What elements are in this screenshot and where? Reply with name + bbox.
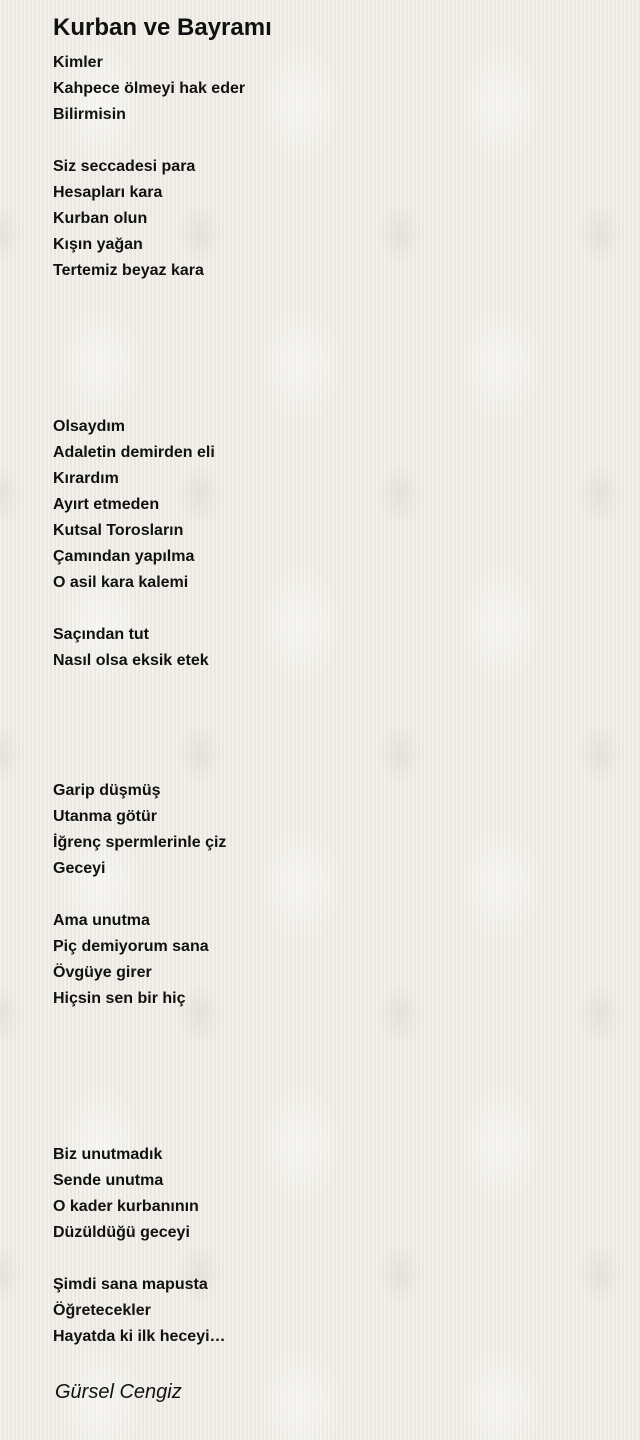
poem-blank-line: [53, 1116, 613, 1142]
poem-line: Biz unutmadık: [53, 1146, 163, 1163]
poem-blank-line: [53, 1012, 613, 1038]
poem-line: İğrenç spermlerinle çiz: [53, 834, 227, 851]
poem-blank-line: [53, 1090, 613, 1116]
poem-line: Garip düşmüş: [53, 782, 161, 799]
poem-line: Şimdi sana mapusta: [53, 1276, 208, 1293]
poem-line: Kırardım: [53, 470, 119, 487]
poem-line: Kışın yağan: [53, 236, 143, 253]
poem-line: Piç demiyorum sana: [53, 938, 209, 955]
poem-line: Hiçsin sen bir hiç: [53, 990, 186, 1007]
poem-line: Çamından yapılma: [53, 548, 195, 565]
poem-line: Bilirmisin: [53, 106, 126, 123]
poem-line: Tertemiz beyaz kara: [53, 262, 204, 279]
poem-body: [53, 50, 613, 1350]
poem-blank-line: [53, 1246, 613, 1272]
poem-blank-line: [53, 388, 613, 414]
poem-line: Siz seccadesi para: [53, 158, 196, 175]
poem-line: Geceyi: [53, 860, 106, 877]
poem-blank-line: [53, 362, 613, 388]
poem-line: Saçından tut: [53, 626, 150, 643]
poem-line: Ama unutma: [53, 912, 150, 929]
poem-line: Hesapları kara: [53, 184, 163, 201]
poem-line: O kader kurbanının: [53, 1198, 199, 1215]
poem-blank-line: [53, 310, 613, 336]
poem-line: Kimler: [53, 54, 103, 71]
poem-blank-line: [53, 128, 613, 154]
poem-line: Öğretecekler: [53, 1302, 151, 1319]
poem-line: Hayatda ki ilk heceyi…: [53, 1328, 226, 1345]
poem-line: Nasıl olsa eksik etek: [53, 652, 209, 669]
poem-blank-line: [53, 336, 613, 362]
poem-blank-line: [53, 700, 613, 726]
poem-line: Sende unutma: [53, 1172, 164, 1189]
poem-line: Övgüye girer: [53, 964, 152, 981]
poem-blank-line: [53, 1038, 613, 1064]
poem-line: Utanma götür: [53, 808, 157, 825]
poem-blank-line: [53, 284, 613, 310]
poem-line: Kahpece ölmeyi hak eder: [53, 80, 246, 97]
poem-line: O asil kara kalemi: [53, 574, 189, 591]
poem-blank-line: [53, 752, 613, 778]
poem-title: Kurban ve Bayramı: [53, 14, 272, 41]
poem-line: Ayırt etmeden: [53, 496, 160, 513]
poem-blank-line: [53, 674, 613, 700]
poem-author: Gürsel Cengiz: [55, 1381, 182, 1403]
poem-blank-line: [53, 596, 613, 622]
poem-blank-line: [53, 1064, 613, 1090]
poem-line: Adaletin demirden eli: [53, 444, 215, 461]
poem-line: Kutsal Torosların: [53, 522, 184, 539]
poem-line: Kurban olun: [53, 210, 148, 227]
poem-blank-line: [53, 882, 613, 908]
poem-blank-line: [53, 726, 613, 752]
poem: [53, 0, 613, 1404]
poem-line: Düzüldüğü geceyi: [53, 1224, 190, 1241]
poem-line: Olsaydım: [53, 418, 126, 435]
